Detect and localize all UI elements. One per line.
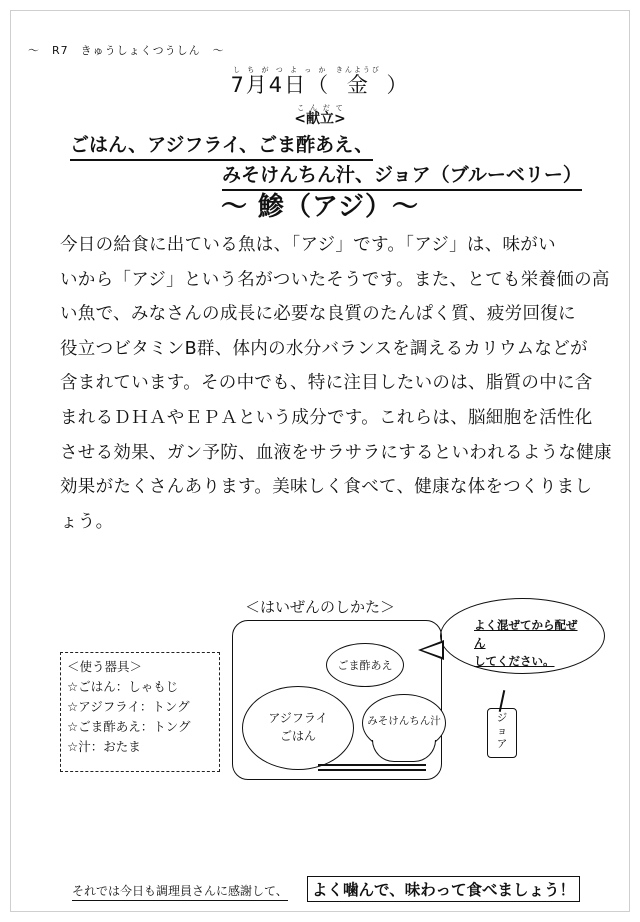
article-body [60,228,610,539]
article-line: まれるＤＨＡやＥＰＡという成分です。これらは、脳細胞を活性化 [60,407,593,428]
utensil-item: ☆アジフライ：トング [67,699,190,714]
utensil-item: ☆ごま酢あえ：トング [67,719,191,734]
main-label-line1: アジフライ [268,711,328,725]
main-label-line2: ごはん [279,729,316,743]
article-line: 含まれています。その中でも、特に注目したいのは、脂質の中に含 [60,373,593,394]
article-line: い魚で、みなさんの成長に必要な良質のたんぱく質、疲労回復に [60,304,576,325]
menu-heading-text: <献立> [294,111,346,127]
main-label [246,709,350,745]
date-weekday: 金 [335,73,381,97]
article-line: 効果がたくさんあります。美味しく食べて、健康な体をつくりまし [60,477,593,498]
utensils-title: ＜使う器具＞ [67,659,143,674]
topic-title: ～ 鯵（アジ）～ [220,192,419,222]
speech-bubble-text [474,616,584,670]
serving-title: ＜はいぜんのしかた＞ [244,598,395,616]
bubble-line-1: よく混ぜてから配ぜん [474,618,578,650]
menu-heading-ruby: こんだて [294,104,346,112]
article-line: 今日の給食に出ている魚は、「アジ」です。「アジ」は、味がい [60,235,556,255]
date-ruby: しちがつよっか [230,66,331,74]
bubble-line-2: してください。 [474,654,555,668]
footer-highlight: よく噛んで、味わって食べましょう！ [307,876,580,902]
article-line: いから「アジ」という名がついたそうです。また、とても栄養価の高 [60,269,610,290]
utensil-item: ☆ごはん：しゃもじ [67,679,179,694]
date-close: ） [386,73,410,97]
chopsticks-icon [318,764,426,771]
date-text: 7月4日（ [230,73,331,97]
menu-heading [0,104,640,128]
speech-bubble-tail-inner [422,643,442,657]
menu-line-2: みそけんちん汁、ジョア（ブルーベリー） [222,160,582,191]
soup-label: みそけんちん汁 [367,715,441,727]
utensils-box [60,652,220,772]
weekday-ruby: きんようび [335,66,381,74]
menu-date [0,66,640,99]
juice-label: ジョア [496,712,508,750]
footer-text: それでは今日も調理員さんに感謝して、 [72,882,288,901]
article-line: させる効果、ガン予防、血液をサラサラにするといわれるような健康 [60,442,612,463]
utensil-item: ☆汁：おたま [67,739,141,754]
newsletter-header: ～ R7 きゅうしょくつうしん ～ [28,44,225,57]
menu-line-1: ごはん、アジフライ、ごま酢あえ、 [70,130,373,161]
article-line: ょう。 [60,511,114,532]
goma-label: ごま酢あえ [337,659,393,672]
article-line: 役立つビタミンB群、体内の水分バランスを調えるカリウムなどが [60,338,588,359]
